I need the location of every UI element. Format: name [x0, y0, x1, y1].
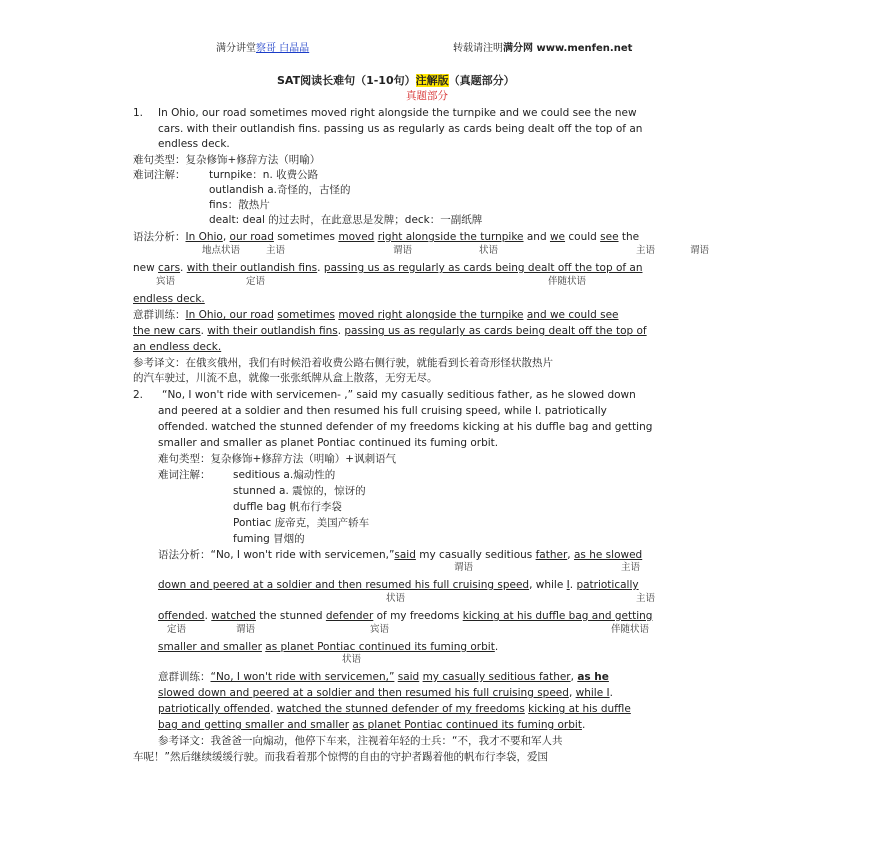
s2-chunk-line-3: [158, 702, 631, 716]
s2-translation-2: 车呢！”然后继续缓缓行驶。而我看着那个惊愕的自由的守护者踢着他的帆布行李袋，爱国: [133, 751, 548, 763]
s1-sentence-type: 难句类型：复杂修饰+修辞方法（明喻）: [133, 154, 321, 166]
s2-vocab-2: stunned a. 震惊的，惊讶的: [233, 485, 366, 497]
s1-translation-2: 的汽车驶过，川流不息，就像一张张纸牌从盒上散落，无穷无尽。: [133, 372, 438, 384]
s1-g3: endless deck.: [133, 293, 205, 305]
s2-y3e: kicking at his duffle: [528, 703, 631, 715]
s2-y3b: .: [270, 703, 277, 715]
s2-g2d: .: [569, 579, 577, 591]
s2-g3g: kicking at his duffle bag and getting: [462, 610, 653, 622]
s2-vocab-1: seditious a.煽动性的: [233, 469, 336, 481]
s1-g1i: we: [549, 231, 566, 243]
s2-label-7: 宾语: [370, 624, 390, 635]
s1-y2a: the new cars: [133, 325, 201, 337]
s2-g3f: of my freedoms: [373, 610, 463, 622]
s2-y1e: my casually seditious father: [422, 671, 571, 683]
s1-g2d: with their outlandish fins: [186, 262, 318, 274]
s2-y4d: .: [581, 719, 586, 731]
s1-translation-1: 参考译文：在俄亥俄州，我们有时候沿着收费公路右侧行驶，就能看到长着奇形怪状散热片: [133, 357, 553, 369]
s1-label-3: 谓语: [393, 245, 413, 256]
page-subtitle: 真题部分: [406, 90, 448, 102]
s1-g1l: the: [618, 231, 640, 243]
s1-label-7: 宾语: [156, 276, 176, 287]
s1-g2b: cars: [158, 262, 181, 274]
s1-g2c: .: [180, 262, 187, 274]
s2-g1a: “No, I won't ride with servicemen,”: [210, 549, 395, 561]
s1-vocab-2: outlandish a.奇怪的，古怪的: [209, 184, 351, 196]
s2-label-2: 主语: [621, 562, 641, 573]
s1-y2c: with their outlandish fins: [207, 325, 338, 337]
s1-line-2: cars. with their outlandish fins. passing us as regularly as cards being dealt off the top of an: [158, 123, 643, 135]
s2-y1g: as he: [577, 671, 609, 683]
s1-chunk-line-3: [133, 340, 221, 354]
s2-label-3: 状语: [386, 593, 406, 604]
s1-y2b: .: [200, 325, 208, 337]
s2-translation-1: 参考译文：我爸爸一向煽动，他停下车来，注视着年轻的士兵：“不，我才不要和军人共: [158, 735, 563, 747]
s2-g3a: offended: [158, 610, 205, 622]
s2-vocab-4: Pontiac 庞帝克，美国产轿车: [233, 517, 370, 529]
page-title: [277, 74, 515, 88]
s2-y3c: watched the stunned defender of my freedoms: [276, 703, 525, 715]
s2-y2b: ,: [568, 687, 576, 699]
s2-line-4: smaller and smaller as planet Pontiac continued its fuming orbit.: [158, 437, 499, 449]
s2-grammar-line-1: [158, 548, 642, 562]
s2-g4c: as planet Pontiac continued its fuming orbit: [265, 641, 495, 653]
title-main: SAT阅读长难句（1-10句）: [277, 74, 416, 87]
s2-label-9: 状语: [342, 654, 362, 665]
s2-g2c: I: [566, 579, 570, 591]
header-left: [216, 42, 309, 56]
s2-label-6: 谓语: [236, 624, 256, 635]
s2-y1c: said: [397, 671, 420, 683]
s1-y2e: passing us as regularly as cards being dealt off the top of: [344, 325, 647, 337]
s2-label-4: 主语: [636, 593, 656, 604]
s1-y1a: In Ohio, our road: [185, 309, 274, 321]
s2-g3c: watched: [211, 610, 256, 622]
s1-g1d: sometimes: [273, 231, 339, 243]
s1-g1e: moved: [338, 231, 375, 243]
s1-y1c: sometimes: [277, 309, 335, 321]
s2-g2b: , while: [529, 579, 567, 591]
s2-y2d: .: [609, 687, 613, 699]
s2-y4a: bag and getting smaller and smaller: [158, 719, 350, 731]
s1-g1k: see: [600, 231, 619, 243]
s1-g2a: new: [133, 262, 159, 274]
header-right: [453, 42, 632, 56]
s1-g2e: .: [317, 262, 324, 274]
s2-line-3: offended. watched the stunned defender of my freedoms kicking at his duffle bag and getting: [158, 421, 653, 433]
s2-label-1: 谓语: [454, 562, 474, 573]
s1-g1g: right alongside the turnpike: [377, 231, 524, 243]
s2-grammar-line-3: [158, 609, 652, 623]
s2-chunk-line-2: [158, 686, 613, 700]
header-authors-link[interactable]: 察哥 白晶晶: [256, 43, 310, 54]
s1-g1b: ,: [222, 231, 230, 243]
s2-g1d: father: [535, 549, 568, 561]
header-right-prefix: 转载请注明: [453, 43, 503, 54]
s1-g1c: our road: [229, 231, 274, 243]
s2-g4d: .: [494, 641, 499, 653]
s2-y2a: slowed down and peered at a soldier and then resumed his full cruising speed: [158, 687, 569, 699]
s1-label-2: 主语: [266, 245, 286, 256]
s1-line-3: endless deck.: [158, 138, 230, 150]
s2-chunk-line-4: [158, 718, 585, 732]
s1-grammar-label: 语法分析：: [133, 231, 186, 243]
s1-g1h: and: [523, 231, 550, 243]
s2-g3b: .: [204, 610, 212, 622]
s2-g4a: smaller and smaller: [158, 641, 262, 653]
s1-vocab-4: dealt: deal 的过去时，在此意思是发牌；deck：一副纸牌: [209, 214, 483, 226]
s1-grammar-line-1: [133, 230, 639, 244]
s1-grammar-line-3: [133, 292, 205, 306]
header-site: 满分网 www.menfen.net: [503, 43, 633, 54]
s1-line-1: In Ohio, our road sometimes moved right alongside the turnpike and we could see the new: [158, 107, 637, 119]
s1-label-5: 主语: [636, 245, 656, 256]
s1-y1g: and we could see: [526, 309, 619, 321]
s2-y4c: as planet Pontiac continued its fuming orbit: [352, 719, 582, 731]
s1-chunk-label: 意群训练：: [133, 309, 186, 321]
s1-y3: an endless deck.: [133, 341, 222, 353]
s1-chunk-line-2: [133, 324, 647, 338]
s1-label-1: 地点状语: [202, 245, 241, 256]
s1-g2f: passing us as regularly as cards being dealt off the top of an: [323, 262, 643, 274]
s2-y3a: patriotically offended: [158, 703, 271, 715]
s2-grammar-line-2: [158, 578, 639, 592]
s2-grammar-label: 语法分析：: [158, 549, 211, 561]
s1-chunk-line-1: [133, 308, 619, 322]
s2-vocab-label: 难词注解：: [158, 469, 211, 481]
s2-g2a: down and peered at a soldier and then resumed his full cruising speed: [158, 579, 530, 591]
header-left-prefix: 满分讲堂: [216, 43, 256, 54]
s2-g1f: as he slowed: [573, 549, 643, 561]
s1-number: 1.: [133, 107, 144, 119]
s2-g1b: said: [394, 549, 416, 561]
s1-vocab-label: 难词注解：: [133, 169, 186, 181]
title-suffix: （真题部分）: [448, 74, 515, 87]
s2-line-2: and peered at a soldier and then resumed his full cruising speed, while I. patriotically: [158, 405, 607, 417]
s1-label-4: 状语: [479, 245, 499, 256]
s2-g3d: the stunned: [255, 610, 326, 622]
s2-grammar-line-4: [158, 640, 498, 654]
s1-label-9: 伴随状语: [548, 276, 587, 287]
s1-g1a: In Ohio: [185, 231, 223, 243]
s2-g3e: defender: [325, 610, 374, 622]
s1-label-6: 谓语: [690, 245, 710, 256]
s2-line-1: “No, I won't ride with servicemen- ,” said my casually seditious father, as he slowed down: [162, 389, 636, 401]
s2-y1f: ,: [570, 671, 578, 683]
s2-g2e: patriotically: [576, 579, 639, 591]
s2-sentence-type: 难句类型：复杂修饰+修辞方法（明喻）+讽刺语气: [158, 453, 397, 465]
s2-y1a: “No, I won't ride with servicemen,”: [210, 671, 395, 683]
s1-vocab-3: fins：散热片: [209, 199, 270, 211]
s1-g1j: could: [565, 231, 601, 243]
s2-g1e: ,: [567, 549, 574, 561]
s1-grammar-line-2: [133, 261, 643, 275]
s2-chunk-line-1: [158, 670, 609, 684]
s2-chunk-label: 意群训练：: [158, 671, 211, 683]
s2-y2c: while I: [575, 687, 610, 699]
s2-number: 2.: [133, 389, 144, 401]
s1-label-8: 定语: [246, 276, 266, 287]
s1-y2d: .: [337, 325, 345, 337]
s2-vocab-5: fuming 冒烟的: [233, 533, 305, 545]
s2-label-5: 定语: [167, 624, 187, 635]
title-highlight: 注解版: [415, 74, 449, 87]
s1-y1e: moved right alongside the turnpike: [338, 309, 524, 321]
s2-label-8: 伴随状语: [611, 624, 650, 635]
s1-vocab-1: turnpike：n. 收费公路: [209, 169, 319, 181]
s2-vocab-3: duffle bag 帆布行李袋: [233, 501, 342, 513]
s2-g1c: my casually seditious: [415, 549, 536, 561]
